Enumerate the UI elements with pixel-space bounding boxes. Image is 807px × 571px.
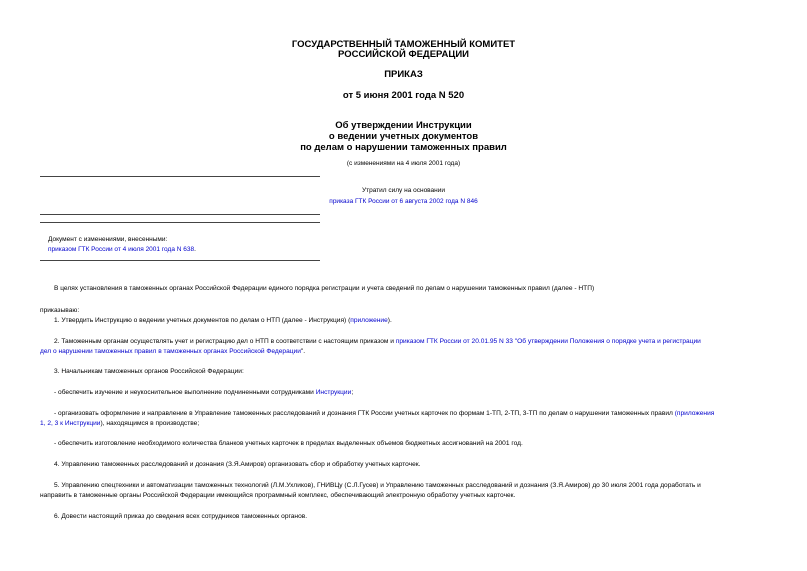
amendment-note: (с изменениями на 4 июля 2001 года) xyxy=(346,160,461,167)
changes-link[interactable]: приказом ГТК России от 4 июля 2001 года N 638 xyxy=(48,246,195,253)
changes-line xyxy=(48,245,196,254)
paragraph-5-line1: 5. Управлению спецтехники и автоматизации таможенных технологий (Л.М.Ухликов), ГНИВЦу (С.Л.Гусев) и Управлению таможенных расследований и дознания (З.Я.Амиров) до 30 июля 2001 года доработать и xyxy=(54,482,701,489)
p2-tail: ". xyxy=(300,348,306,355)
intro-paragraph: В целях установления в таможенных органах Российской Федерации единого порядка регистрации и учета сведений по делам о нарушении таможенных правил (далее - НТП) xyxy=(54,285,595,292)
p2-link-a[interactable]: приказом ГТК России от 20.01.95 N 33 "Об утверждении Положения о порядке учета и регистрации xyxy=(395,338,701,345)
p3b-text: - организовать оформление и направление в Управление таможенных расследований и дознания ГТК России учетных карточек по формам 1-ТП, 2-ТП, 3-ТП по делам о нарушении таможенных правил xyxy=(54,410,675,417)
p3a-link[interactable]: Инструкции xyxy=(315,389,352,396)
paragraph-4: 4. Управлению таможенных расследований и дознания (З.Я.Амиров) организовать сбор и обработку учетных карточек. xyxy=(54,461,421,468)
org-title-line2: РОССИЙСКОЙ ФЕДЕРАЦИИ xyxy=(337,49,469,60)
p3a-tail: ; xyxy=(351,389,354,396)
paragraph-3b-line2 xyxy=(40,419,772,429)
order-word: приказываю: xyxy=(40,307,80,314)
p3a-text: - обеспечить изучение и неукоснительное выполнение подчиненными сотрудниками xyxy=(54,389,316,396)
paragraph-3c: - обеспечить изготовление необходимого количества бланков учетных карточек в пределах выделенных объемов бюджетных ассигнований на 2001 год. xyxy=(54,440,523,447)
lost-force-text: Утратил силу на основании xyxy=(361,187,446,194)
document-date: от 5 июня 2001 года N 520 xyxy=(342,90,465,101)
lost-force-link[interactable]: приказа ГТК России от 6 августа 2002 года N 846 xyxy=(329,198,478,205)
paragraph-3: 3. Начальникам таможенных органов Российской Федерации: xyxy=(54,368,244,375)
p1-text: 1. Утвердить Инструкцию о ведении учетных документов по делам о НТП (далее - Инструкция) ( xyxy=(54,317,351,324)
changes-tail: . xyxy=(194,246,196,253)
divider xyxy=(40,176,320,177)
paragraph-2-line2 xyxy=(40,347,772,357)
p2-link-b[interactable]: дел о нарушении таможенных правил в таможенных органах Российской Федерации xyxy=(40,348,301,355)
subject-line3: по делам о нарушении таможенных правил xyxy=(300,142,507,153)
divider xyxy=(40,222,320,223)
org-title-line1: ГОСУДАРСТВЕННЫЙ ТАМОЖЕННЫЙ КОМИТЕТ xyxy=(291,39,516,50)
p3b-tail: ), находящимся в производстве; xyxy=(100,420,200,427)
paragraph-5-line2: направить в таможенные органы Российской Федерации имеющийся программный комплекс, обеспечивающий электронную обработку учетных карточек. xyxy=(40,492,516,499)
p2-text: 2. Таможенным органам осуществлять учет и регистрацию дел о НТП в соответствии с настоящим приказом и xyxy=(54,338,396,345)
document-type: ПРИКАЗ xyxy=(384,69,423,80)
p1-link[interactable]: приложение xyxy=(350,317,388,324)
paragraph-3b-line1 xyxy=(40,409,786,419)
p1-tail: ). xyxy=(387,317,392,324)
changes-label: Документ с изменениями, внесенными: xyxy=(48,236,168,243)
paragraph-3a xyxy=(40,388,786,398)
paragraph-1 xyxy=(40,316,786,326)
subject-line1: Об утверждении Инструкции xyxy=(335,120,472,131)
subject-line2: о ведении учетных документов xyxy=(328,131,479,142)
divider xyxy=(40,260,320,261)
paragraph-6: 6. Довести настоящий приказ до сведения всех сотрудников таможенных органов. xyxy=(54,513,308,520)
paragraph-2-line1 xyxy=(40,337,786,347)
p3b-link-b[interactable]: 1, 2, 3 к Инструкции xyxy=(40,420,101,427)
divider xyxy=(40,214,320,215)
p3b-link-a[interactable]: (приложения xyxy=(674,410,715,417)
